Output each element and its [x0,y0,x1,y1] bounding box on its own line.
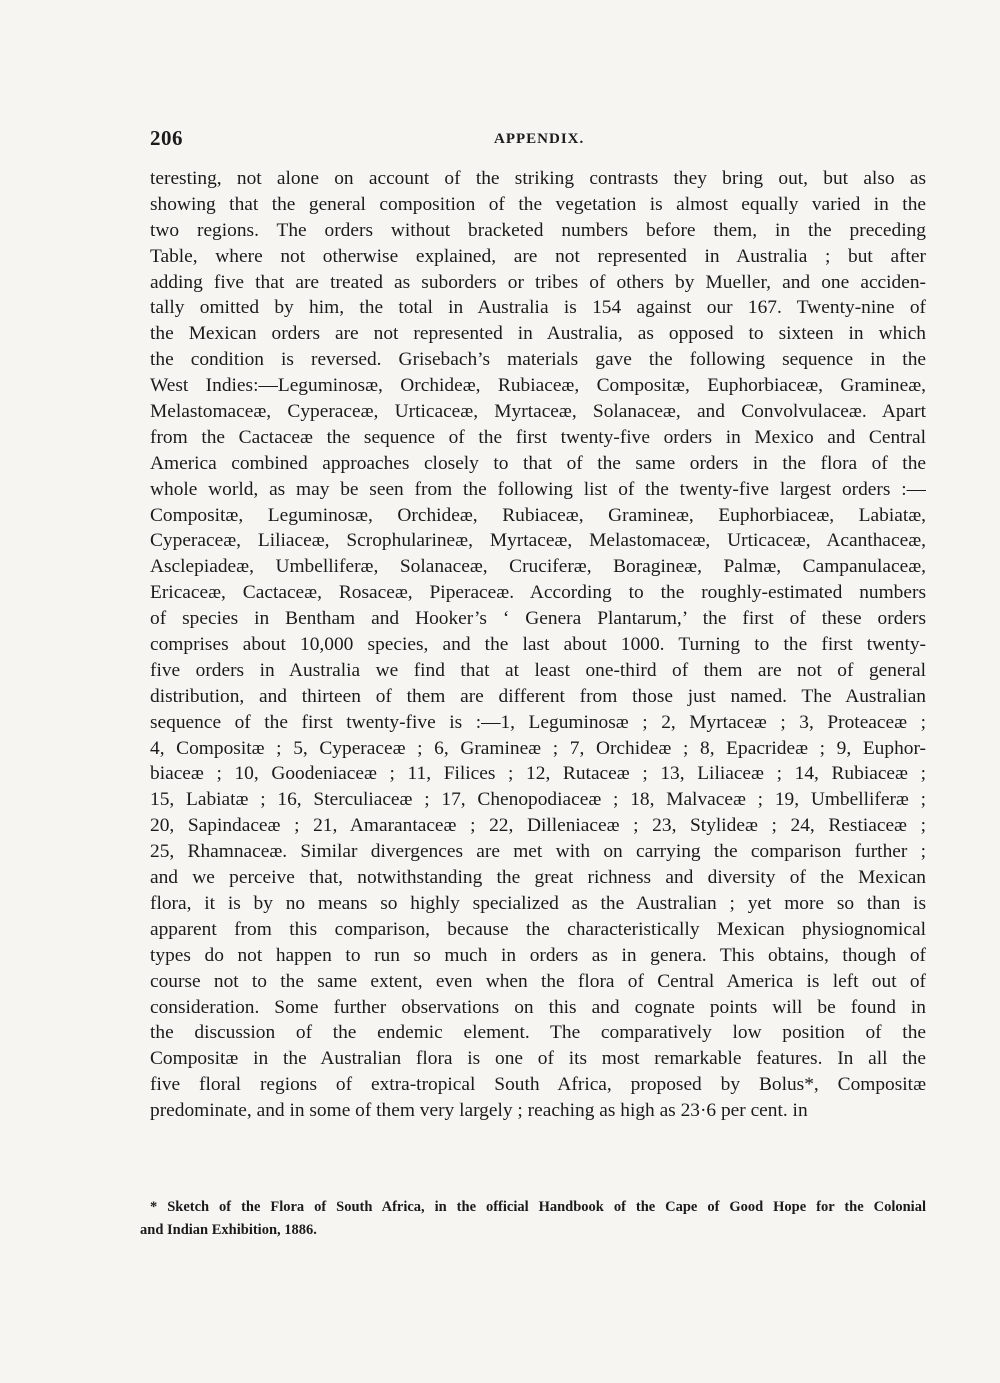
footnote-line: * Sketch of the Flora of South Africa, in the official Handbook of the Cape of Good Hope for the Colonial [150,1199,926,1215]
footnote [140,1196,926,1242]
text-line: types do not happen to run so much in orders as in genera. This obtains, though of [150,944,926,966]
text-line: 4, Compositæ ; 5, Cyperaceæ ; 6, Gramineæ ; 7, Orchideæ ; 8, Epacrideæ ; 9, Euphor- [150,737,926,759]
text-line: the discussion of the endemic element. The comparatively low position of the [150,1022,926,1044]
running-head: APPENDIX. [494,131,585,147]
text-line: Table, where not otherwise explained, are not represented in Australia ; but after [150,245,926,267]
text-line: of species in Bentham and Hooker’s ‘ Genera Plantarum,’ the first of these orders [150,608,926,630]
text-line: the Mexican orders are not represented in Australia, as opposed to sixteen in which [150,323,926,345]
text-line: whole world, as may be seen from the following list of the twenty-five largest orders :— [150,478,926,500]
text-line: 15, Labiatæ ; 16, Sterculiaceæ ; 17, Chenopodiaceæ ; 18, Malvaceæ ; 19, Umbelliferæ ; [150,789,926,811]
text-line: America combined approaches closely to that of the same orders in the flora of the [150,452,926,474]
text-line: tally omitted by him, the total in Australia is 154 against our 167. Twenty-nine of [150,297,926,319]
text-line: Compositæ, Leguminosæ, Orchideæ, Rubiaceæ, Gramineæ, Euphorbiaceæ, Labiatæ, [150,504,926,526]
text-line: adding five that are treated as suborders or tribes of others by Mueller, and one acciden- [150,271,926,293]
text-line: 20, Sapindaceæ ; 21, Amarantaceæ ; 22, Dilleniaceæ ; 23, Stylideæ ; 24, Restiaceæ ; [150,815,926,837]
text-line: apparent from this comparison, because the characteristically Mexican physiognomical [150,918,926,940]
footnote-line: and Indian Exhibition, 1886. [140,1222,317,1238]
text-line: predominate, and in some of them very largely ; reaching as high as 23·6 per cent. in [150,1100,808,1122]
text-line: 25, Rhamnaceæ. Similar divergences are met with on carrying the comparison further ; [150,841,926,863]
text-line: West Indies:—Leguminosæ, Orchideæ, Rubiaceæ, Compositæ, Euphorbiaceæ, Gramineæ, [150,375,926,397]
text-line: Cyperaceæ, Liliaceæ, Scrophularineæ, Myrtaceæ, Melastomaceæ, Urticaceæ, Acanthaceæ, [150,530,926,552]
text-line: Melastomaceæ, Cyperaceæ, Urticaceæ, Myrtaceæ, Solanaceæ, and Convolvulaceæ. Apart [150,401,926,423]
text-line: from the Cactaceæ the sequence of the first twenty-five orders in Mexico and Central [150,426,926,448]
text-line: biaceæ ; 10, Goodeniaceæ ; 11, Filices ; 12, Rutaceæ ; 13, Liliaceæ ; 14, Rubiaceæ ; [150,763,926,785]
text-line: sequence of the first twenty-five is :—1, Leguminosæ ; 2, Myrtaceæ ; 3, Proteaceæ ; [150,711,926,733]
text-line: Asclepiadeæ, Umbelliferæ, Solanaceæ, Cruciferæ, Boragineæ, Palmæ, Campanulaceæ, [150,556,926,578]
text-line: five orders in Australia we find that at least one-third of them are not of general [150,659,926,681]
text-line: distribution, and thirteen of them are different from those just named. The Australian [150,685,926,707]
text-line: two regions. The orders without bracketed numbers before them, in the preceding [150,219,926,241]
text-line: flora, it is by no means so highly specialized as the Australian ; yet more so than is [150,892,926,914]
text-line: and we perceive that, notwithstanding the great richness and diversity of the Mexican [150,867,926,889]
text-line: consideration. Some further observations on this and cognate points will be found in [150,996,926,1018]
text-line: Ericaceæ, Cactaceæ, Rosaceæ, Piperaceæ. According to the roughly-estimated numbers [150,582,926,604]
page-number: 206 [150,126,183,150]
body-text [150,166,926,1124]
text-line: the condition is reversed. Grisebach’s materials gave the following sequence in the [150,349,926,371]
text-line: Compositæ in the Australian flora is one of its most remarkable features. In all the [150,1048,926,1070]
text-line: five floral regions of extra-tropical South Africa, proposed by Bolus*, Compositæ [150,1074,926,1096]
page-header [150,126,926,156]
text-line: course not to the same extent, even when the flora of Central America is left out of [150,970,926,992]
text-line: teresting, not alone on account of the striking contrasts they bring out, but also as [150,168,926,189]
text-line: comprises about 10,000 species, and the last about 1000. Turning to the first twenty- [150,634,926,656]
text-line: showing that the general composition of the vegetation is almost equally varied in the [150,193,926,215]
